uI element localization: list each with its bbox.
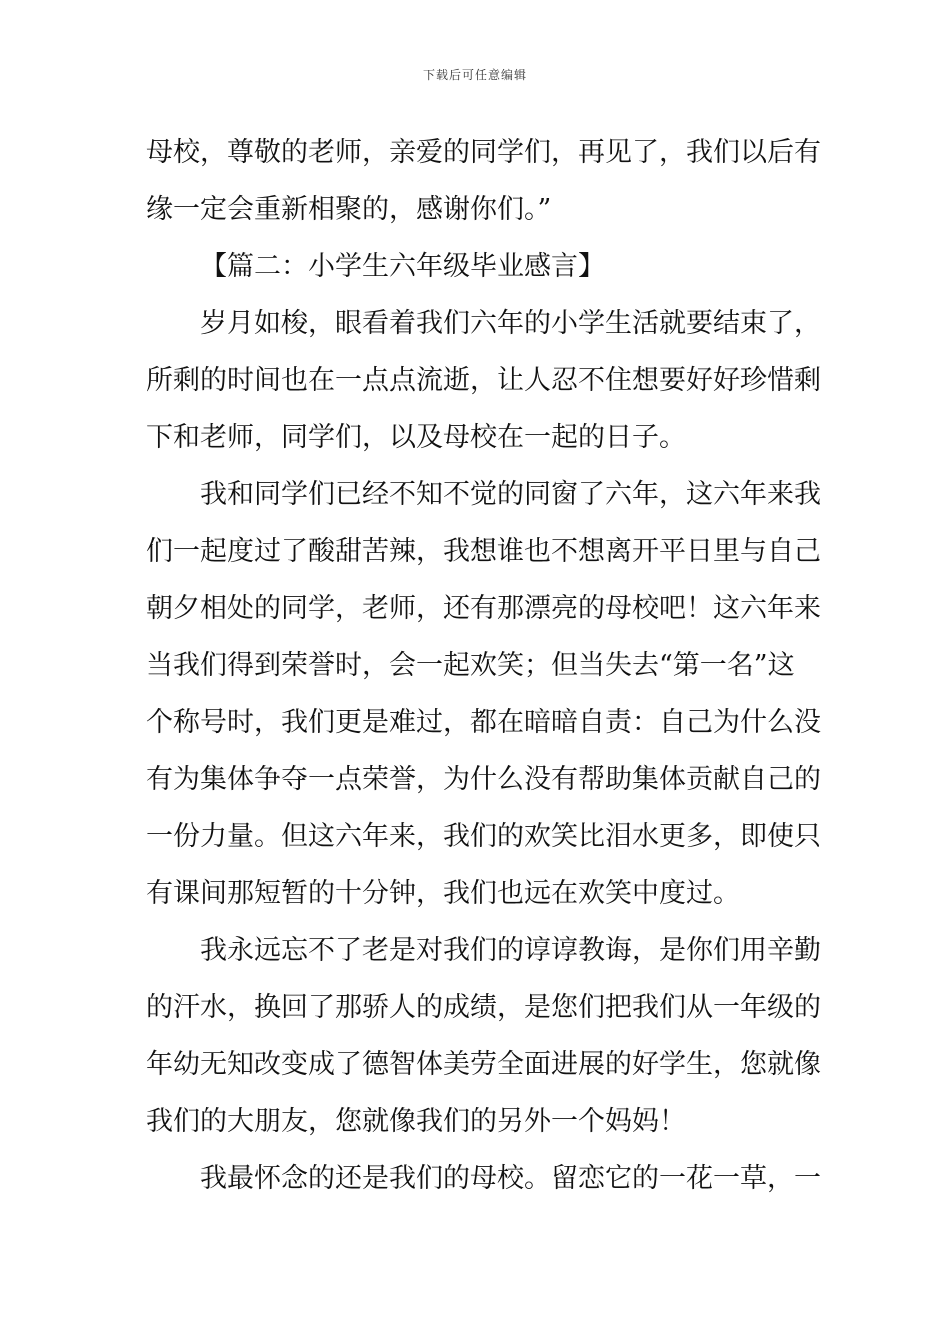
paragraph-start-line: 我永远忘不了老是对我们的谆谆教诲，是你们用辛勤 xyxy=(200,935,821,966)
document-body xyxy=(146,124,821,1207)
paragraph-start-line: 我最怀念的还是我们的母校。留恋它的一花一草，一 xyxy=(200,1163,821,1194)
paragraph-start-line: 我和同学们已经不知不觉的同窗了六年，这六年来我 xyxy=(200,479,821,510)
text-line: 有为集体争夺一点荣誉，为什么没有帮助集体贡献自己的 xyxy=(146,764,821,795)
text-line: 缘一定会重新相聚的，感谢你们。” xyxy=(146,194,552,225)
text-line: 母校，尊敬的老师，亲爱的同学们，再见了，我们以后有 xyxy=(146,137,821,168)
text-line: 下和老师，同学们，以及母校在一起的日子。 xyxy=(146,422,686,453)
text-line: 所剩的时间也在一点点流逝，让人忍不住想要好好珍惜剩 xyxy=(146,365,821,396)
text-line: 一份力量。但这六年来，我们的欢笑比泪水更多，即使只 xyxy=(146,821,821,852)
page-header-note: 下载后可任意编辑 xyxy=(422,68,527,82)
text-line: 的汗水，换回了那骄人的成绩，是您们把我们从一年级的 xyxy=(146,992,821,1023)
paragraph-start-line: 岁月如梭，眼看着我们六年的小学生活就要结束了， xyxy=(200,308,821,339)
text-line: 有课间那短暂的十分钟，我们也远在欢笑中度过。 xyxy=(146,878,740,909)
section-heading: 【篇二：小学生六年级毕业感言】 xyxy=(200,251,605,282)
text-line: 朝夕相处的同学，老师，还有那漂亮的母校吧！这六年来 xyxy=(146,593,821,624)
text-line: 当我们得到荣誉时，会一起欢笑；但当失去“第一名”这 xyxy=(146,650,795,681)
text-line: 们一起度过了酸甜苦辣，我想谁也不想离开平日里与自己 xyxy=(146,536,821,567)
text-line: 我们的大朋友，您就像我们的另外一个妈妈！ xyxy=(146,1106,686,1137)
text-line: 年幼无知改变成了德智体美劳全面进展的好学生，您就像 xyxy=(146,1049,821,1080)
text-line: 个称号时，我们更是难过，都在暗暗自责：自己为什么没 xyxy=(146,707,821,738)
